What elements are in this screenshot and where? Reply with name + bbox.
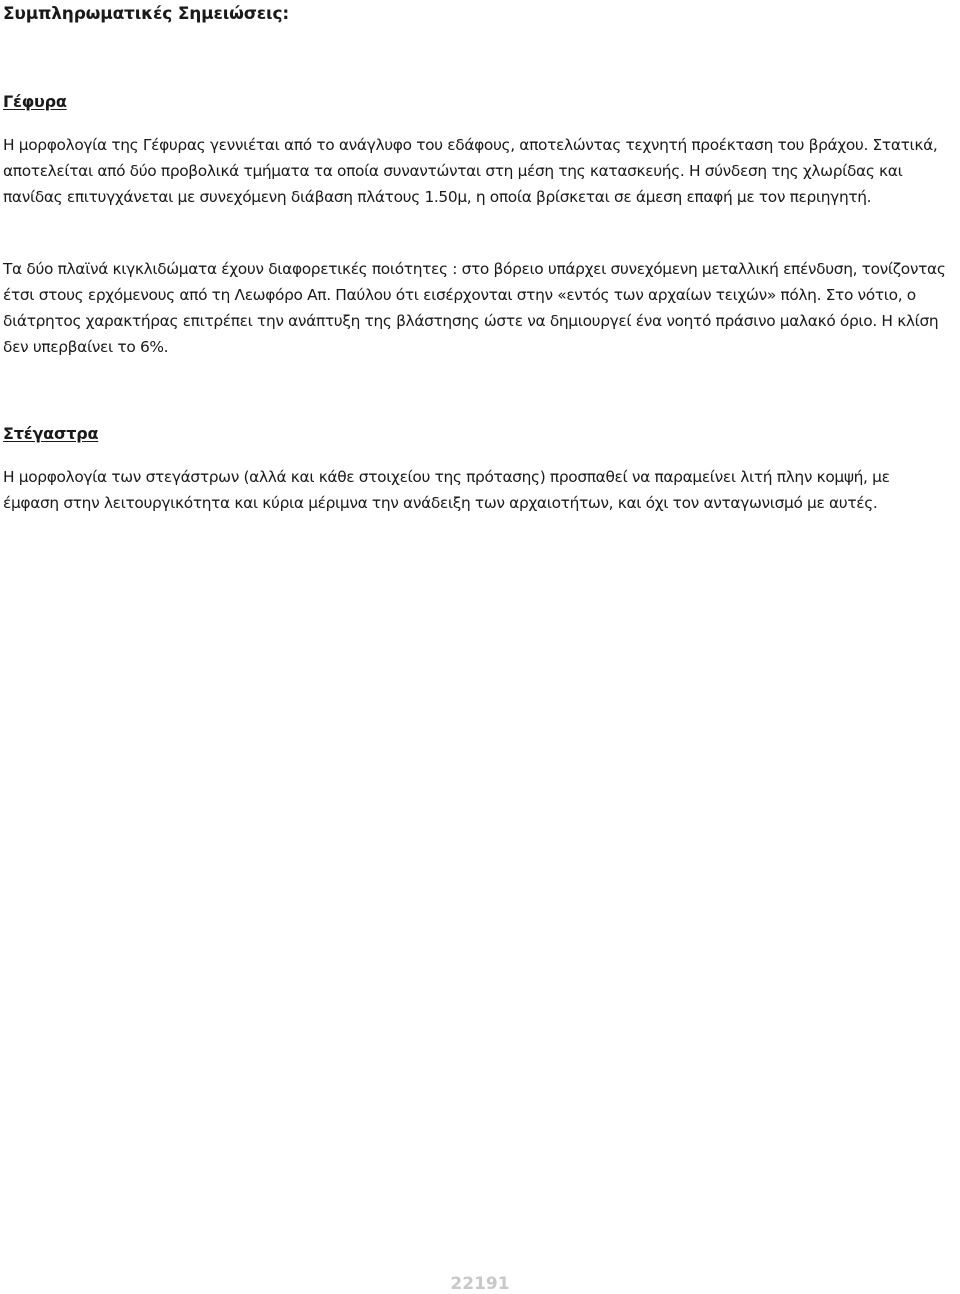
paragraph-bridge-morphology: Η μορφολογία της Γέφυρας γεννιέται από το ανάγλυφο του εδάφους, αποτελώντας τεχνητή προέκταση του βράχου. Στατικά, αποτελείται από δύο προβολικά τμήματα τα οποία συναντώνται στη μέση της κατασκευής. Η σύνδεση της χλωρίδας και πανίδας επιτυγχάνεται με συνεχόμενη διάβαση πλάτους 1.50μ, η οποία βρίσκεται σε άμεση επαφή με τον περιηγητή. xyxy=(3,136,938,206)
page-number: 22191 xyxy=(450,1274,510,1294)
paragraph-canopies-morphology: Η μορφολογία των στεγάστρων (αλλά και κάθε στοιχείου της πρότασης) προσπαθεί να παραμείνει λιτή πλην κομψή, με έμφαση στην λειτουργικότητα και κύρια μέριμνα την ανάδειξη των αρχαιοτήτων, και όχι τον ανταγωνισμό με αυτές. xyxy=(3,468,890,512)
section-heading-canopies: Στέγαστρα xyxy=(3,424,99,443)
document-title: Συμπληρωματικές Σημειώσεις: xyxy=(3,4,289,24)
paragraph-bridge-railings: Τα δύο πλαϊνά κιγκλιδώματα έχουν διαφορετικές ποιότητες : στο βόρειο υπάρχει συνεχόμενη μεταλλική επένδυση, τονίζοντας έτσι στους ερχόμενους από τη Λεωφόρο Απ. Παύλου ότι εισέρχονται στην «εντός των αρχαίων τειχών» πόλη. Στο νότιο, ο διάτρητος χαρακτήρας επιτρέπει την ανάπτυξη της βλάστησης ώστε να δημιουργεί ένα νοητό πράσινο μαλακό όριο. Η κλίση δεν υπερβαίνει το 6%. xyxy=(3,260,946,356)
section-heading-bridge: Γέφυρα xyxy=(3,92,67,111)
